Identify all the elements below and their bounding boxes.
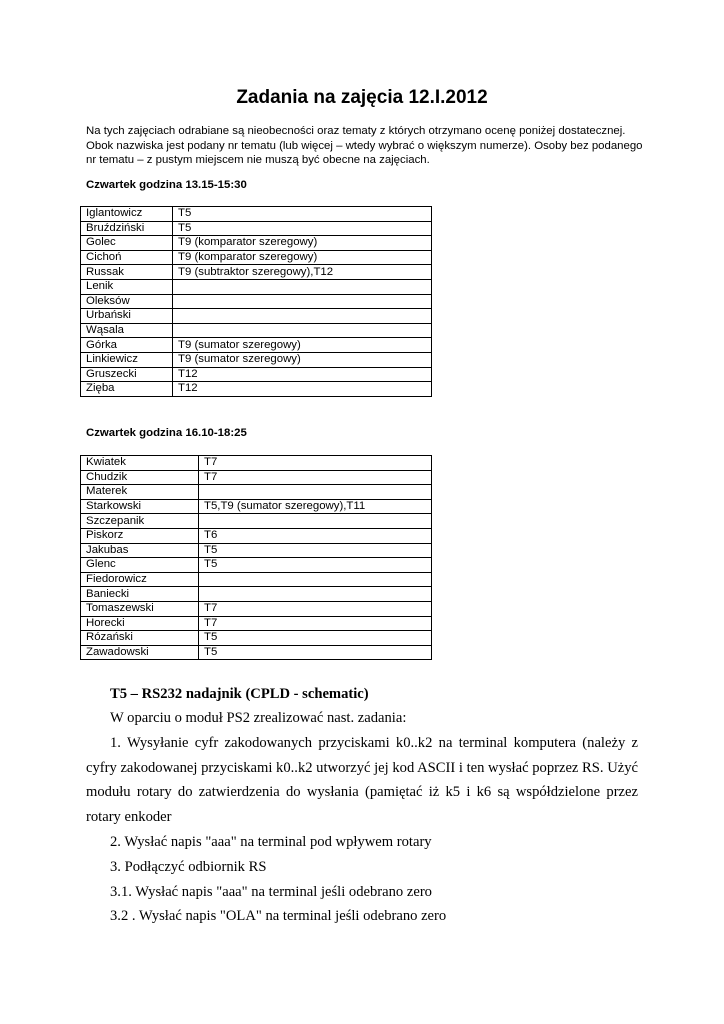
- student-name-cell: Jakubas: [81, 543, 199, 558]
- student-name-cell: Tomaszewski: [81, 601, 199, 616]
- student-name-cell: Urbański: [81, 309, 173, 324]
- topic-cell: T5: [199, 645, 432, 660]
- table-row: [81, 499, 432, 514]
- topic-cell: T12: [173, 367, 432, 382]
- table-row: [81, 631, 432, 646]
- topic-cell: T5,T9 (sumator szeregowy),T11: [199, 499, 432, 514]
- topic-cell: T5: [199, 631, 432, 646]
- table-row: [81, 558, 432, 573]
- table-row: [81, 279, 432, 294]
- table-row: [81, 207, 432, 222]
- topic-cell: [199, 514, 432, 529]
- t5-task-3-1: 3.1. Wysłać napis "aaa" na terminal jeśli odebrano zero: [110, 883, 432, 900]
- intro-paragraph: Na tych zajęciach odrabiane są nieobecności oraz tematy z których otrzymano ocenę poniżej dostatecznej. Obok nazwiska jest podany nr tematu (lub więcej – wtedy wybrać o większym numerze). Osoby bez podanego nr tematu – z pustym miejscem nie muszą być obecne na zajęciach.: [86, 125, 643, 167]
- table-row: [81, 616, 432, 631]
- group1-heading: Czwartek godzina 13.15-15:30: [86, 179, 247, 191]
- table-row: [81, 456, 432, 471]
- student-name-cell: Gruszecki: [81, 367, 173, 382]
- table-row: [81, 601, 432, 616]
- table-row: [81, 221, 432, 236]
- student-name-cell: Glenc: [81, 558, 199, 573]
- student-name-cell: Zięba: [81, 382, 173, 397]
- topic-cell: [199, 587, 432, 602]
- topic-cell: T7: [199, 470, 432, 485]
- table-row: [81, 514, 432, 529]
- t5-section: [86, 682, 638, 929]
- topic-cell: [199, 485, 432, 500]
- group2-table: [80, 455, 432, 660]
- topic-cell: T12: [173, 382, 432, 397]
- t5-task-1: 1. Wysyłanie cyfr zakodowanych przyciskami k0..k2 na terminal komputera (należy z cyfry zakodowanej przyciskami k0..k2 utworzyć jej kod ASCII i ten wysłać poprzez RS. Użyć modułu rotary do zatwierdzenia do wysłania (pamiętać iż k5 i k6 są współdzielone przez rotary enkoder: [86, 734, 638, 826]
- table-row: [81, 236, 432, 251]
- t5-task-2: 2. Wysłać napis "aaa" na terminal pod wpływem rotary: [110, 833, 432, 850]
- topic-cell: T9 (subtraktor szeregowy),T12: [173, 265, 432, 280]
- table-row: [81, 338, 432, 353]
- student-name-cell: Szczepanik: [81, 514, 199, 529]
- student-name-cell: Piskorz: [81, 528, 199, 543]
- topic-cell: [173, 323, 432, 338]
- student-name-cell: Cichoń: [81, 250, 173, 265]
- topic-cell: T6: [199, 528, 432, 543]
- table-row: [81, 470, 432, 485]
- t5-task-3-2: 3.2 . Wysłać napis "OLA" na terminal jeśli odebrano zero: [110, 908, 447, 925]
- group2-heading: Czwartek godzina 16.10-18:25: [86, 427, 247, 439]
- student-name-cell: Golec: [81, 236, 173, 251]
- student-name-cell: Fiedorowicz: [81, 572, 199, 587]
- topic-cell: T9 (sumator szeregowy): [173, 352, 432, 367]
- table-row: [81, 323, 432, 338]
- table-row: [81, 587, 432, 602]
- student-name-cell: Linkiewicz: [81, 352, 173, 367]
- document-title: Zadania na zajęcia 12.I.2012: [236, 87, 488, 108]
- student-name-cell: Iglantowicz: [81, 207, 173, 222]
- table-row: [81, 367, 432, 382]
- student-name-cell: Bruździński: [81, 221, 173, 236]
- student-name-cell: Materek: [81, 485, 199, 500]
- student-name-cell: Starkowski: [81, 499, 199, 514]
- table-row: [81, 250, 432, 265]
- table-row: [81, 572, 432, 587]
- topic-cell: T7: [199, 456, 432, 471]
- topic-cell: T5: [199, 558, 432, 573]
- student-name-cell: Baniecki: [81, 587, 199, 602]
- table-row: [81, 352, 432, 367]
- topic-cell: [173, 279, 432, 294]
- table-row: [81, 543, 432, 558]
- student-name-cell: Russak: [81, 265, 173, 280]
- student-name-cell: Wąsala: [81, 323, 173, 338]
- student-name-cell: Górka: [81, 338, 173, 353]
- topic-cell: T5: [173, 221, 432, 236]
- student-name-cell: Rózański: [81, 631, 199, 646]
- topic-cell: [173, 309, 432, 324]
- t5-heading: T5 – RS232 nadajnik (CPLD - schematic): [110, 686, 369, 702]
- topic-cell: T7: [199, 616, 432, 631]
- table-row: [81, 485, 432, 500]
- topic-cell: [173, 294, 432, 309]
- student-name-cell: Horecki: [81, 616, 199, 631]
- group1-table: [80, 206, 432, 397]
- topic-cell: [199, 572, 432, 587]
- table-row: [81, 645, 432, 660]
- student-name-cell: Lenik: [81, 279, 173, 294]
- table-row: [81, 309, 432, 324]
- topic-cell: T9 (komparator szeregowy): [173, 236, 432, 251]
- t5-lead: W oparciu o moduł PS2 zrealizować nast. zadania:: [110, 710, 407, 726]
- topic-cell: T5: [199, 543, 432, 558]
- topic-cell: T9 (komparator szeregowy): [173, 250, 432, 265]
- topic-cell: T5: [173, 207, 432, 222]
- student-name-cell: Zawadowski: [81, 645, 199, 660]
- table-row: [81, 382, 432, 397]
- student-name-cell: Oleksów: [81, 294, 173, 309]
- topic-cell: T9 (sumator szeregowy): [173, 338, 432, 353]
- topic-cell: T7: [199, 601, 432, 616]
- table-row: [81, 294, 432, 309]
- t5-task-3: 3. Podłączyć odbiornik RS: [110, 858, 267, 875]
- student-name-cell: Chudzik: [81, 470, 199, 485]
- table-row: [81, 528, 432, 543]
- student-name-cell: Kwiatek: [81, 456, 199, 471]
- table-row: [81, 265, 432, 280]
